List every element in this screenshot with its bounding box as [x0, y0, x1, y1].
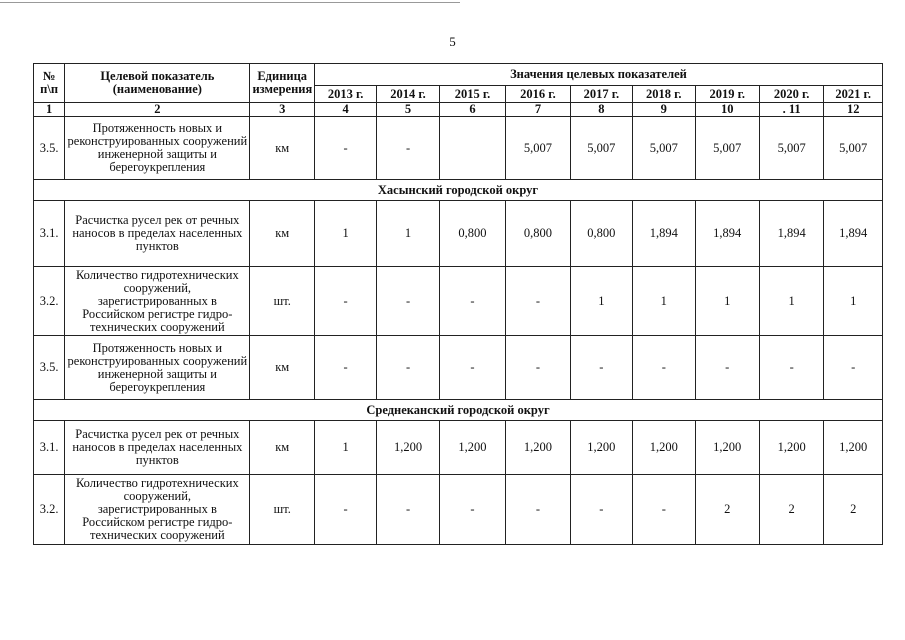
unit-cell: км: [250, 201, 314, 267]
column-number: 1: [34, 103, 65, 117]
header-year: 2021 г.: [824, 86, 883, 103]
value-cell: 1,200: [439, 421, 505, 475]
value-cell: 1,894: [695, 201, 759, 267]
value-cell: 2: [695, 475, 759, 545]
column-number: 8: [570, 103, 632, 117]
unit-cell: км: [250, 421, 314, 475]
value-cell: 1,200: [570, 421, 632, 475]
value-cell: 1: [759, 267, 823, 336]
value-cell: [439, 117, 505, 180]
value-cell: -: [506, 267, 570, 336]
indicator-name: Расчистка русел рек от речных наносов в пределах населенных пунктов: [65, 201, 250, 267]
value-cell: 1,894: [633, 201, 695, 267]
value-cell: 1: [695, 267, 759, 336]
value-cell: -: [439, 475, 505, 545]
value-cell: -: [439, 267, 505, 336]
column-number: . 11: [759, 103, 823, 117]
row-number: 3.2.: [34, 267, 65, 336]
value-cell: 5,007: [506, 117, 570, 180]
value-cell: 5,007: [633, 117, 695, 180]
column-number: 7: [506, 103, 570, 117]
value-cell: -: [377, 475, 439, 545]
value-cell: 5,007: [824, 117, 883, 180]
value-cell: -: [759, 336, 823, 400]
indicator-name: Количество гидротехнических сооружений, зарегистрированных в Российском регистре гидро-технических сооружений: [65, 475, 250, 545]
header-year: 2020 г.: [759, 86, 823, 103]
value-cell: -: [314, 117, 376, 180]
row-number: 3.5.: [34, 336, 65, 400]
value-cell: 1,894: [824, 201, 883, 267]
header-col-unit: Единица измерения: [250, 64, 314, 103]
value-cell: 1,200: [377, 421, 439, 475]
row-number: 3.1.: [34, 201, 65, 267]
row-number: 3.5.: [34, 117, 65, 180]
row-number: 3.1.: [34, 421, 65, 475]
value-cell: 1,200: [506, 421, 570, 475]
page-number: 5: [449, 34, 456, 49]
value-cell: 1,200: [759, 421, 823, 475]
value-cell: -: [570, 475, 632, 545]
value-cell: 5,007: [759, 117, 823, 180]
unit-cell: км: [250, 117, 314, 180]
value-cell: 2: [759, 475, 823, 545]
value-cell: -: [506, 475, 570, 545]
table-row: [34, 201, 883, 267]
value-cell: -: [570, 336, 632, 400]
section-row: [34, 180, 883, 201]
header-col-name: Целевой показатель (наименование): [65, 64, 250, 103]
value-cell: -: [314, 336, 376, 400]
indicator-name: Протяженность новых и реконструированных сооружений инженерной защиты и берегоукрепления: [65, 117, 250, 180]
table-row: [34, 421, 883, 475]
scan-top-line: [0, 2, 460, 3]
column-number: 10: [695, 103, 759, 117]
indicator-name: Расчистка русел рек от речных наносов в пределах населенных пунктов: [65, 421, 250, 475]
value-cell: -: [377, 267, 439, 336]
column-number: 5: [377, 103, 439, 117]
value-cell: 2: [824, 475, 883, 545]
value-cell: -: [633, 336, 695, 400]
value-cell: 1: [314, 201, 376, 267]
section-row: [34, 400, 883, 421]
header-year: 2013 г.: [314, 86, 376, 103]
value-cell: -: [695, 336, 759, 400]
value-cell: 1,894: [759, 201, 823, 267]
unit-cell: шт.: [250, 267, 314, 336]
column-number: 2: [65, 103, 250, 117]
row-number: 3.2.: [34, 475, 65, 545]
section-title: Хасынский городской округ: [34, 180, 883, 201]
header-year: 2018 г.: [633, 86, 695, 103]
value-cell: 1: [633, 267, 695, 336]
value-cell: 1: [377, 201, 439, 267]
value-cell: -: [824, 336, 883, 400]
value-cell: 0,800: [439, 201, 505, 267]
column-number: 6: [439, 103, 505, 117]
column-number: 4: [314, 103, 376, 117]
value-cell: 0,800: [570, 201, 632, 267]
indicator-name: Количество гидротехнических сооружений, зарегистрированных в Российском регистре гидро-технических сооружений: [65, 267, 250, 336]
value-cell: 1,200: [633, 421, 695, 475]
section-title: Среднеканский городской округ: [34, 400, 883, 421]
value-cell: 1: [824, 267, 883, 336]
table-row: [34, 267, 883, 336]
value-cell: 5,007: [695, 117, 759, 180]
header-year: 2019 г.: [695, 86, 759, 103]
target-indicators-table: [33, 63, 883, 545]
value-cell: 1: [314, 421, 376, 475]
value-cell: 1: [570, 267, 632, 336]
table-row: [34, 117, 883, 180]
column-number: 3: [250, 103, 314, 117]
column-number: 12: [824, 103, 883, 117]
unit-cell: км: [250, 336, 314, 400]
header-col-values: Значения целевых показателей: [314, 64, 882, 86]
header-year: 2017 г.: [570, 86, 632, 103]
value-cell: 1,200: [824, 421, 883, 475]
value-cell: -: [377, 117, 439, 180]
value-cell: 0,800: [506, 201, 570, 267]
value-cell: 1,200: [695, 421, 759, 475]
header-year: 2016 г.: [506, 86, 570, 103]
header-col-no: № п\п: [34, 64, 65, 103]
value-cell: -: [314, 475, 376, 545]
value-cell: -: [506, 336, 570, 400]
indicator-name: Протяженность новых и реконструированных сооружений инженерной защиты и берегоукрепления: [65, 336, 250, 400]
unit-cell: шт.: [250, 475, 314, 545]
column-number: 9: [633, 103, 695, 117]
header-year: 2014 г.: [377, 86, 439, 103]
value-cell: -: [377, 336, 439, 400]
value-cell: -: [633, 475, 695, 545]
table-row: [34, 336, 883, 400]
value-cell: 5,007: [570, 117, 632, 180]
value-cell: -: [314, 267, 376, 336]
header-year: 2015 г.: [439, 86, 505, 103]
table-row: [34, 475, 883, 545]
value-cell: -: [439, 336, 505, 400]
